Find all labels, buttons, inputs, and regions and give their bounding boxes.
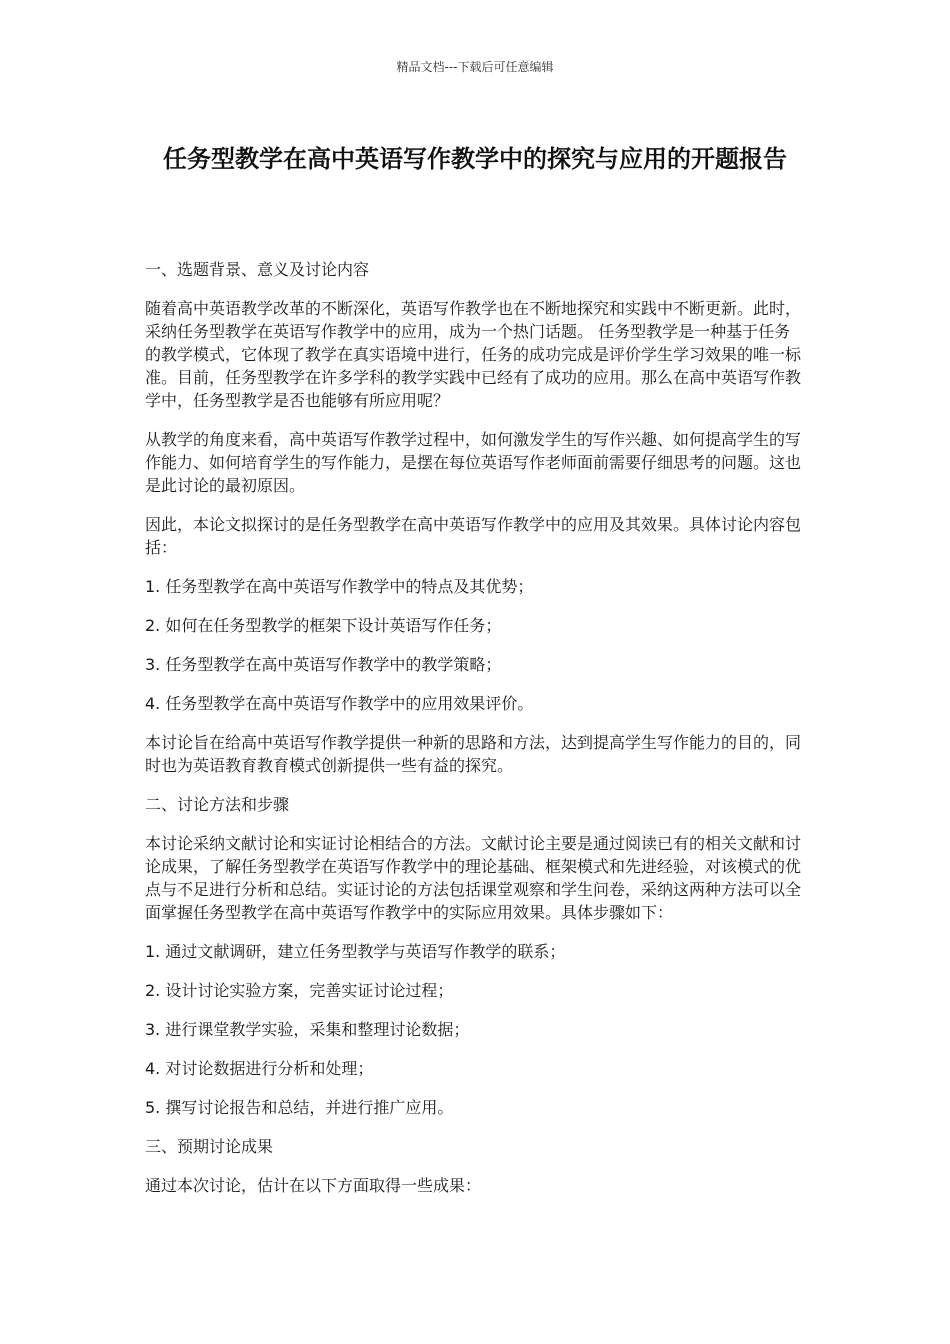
list-item: 1. 任务型教学在高中英语写作教学中的特点及其优势； (145, 577, 534, 596)
page-title: 任务型教学在高中英语写作教学中的探究与应用的开题报告 (163, 145, 787, 173)
section-3-heading: 三、预期讨论成果 (145, 1137, 274, 1156)
section-1-heading: 一、选题背景、意义及讨论内容 (145, 260, 370, 279)
section-3-paragraph-1: 通过本次讨论，估计在以下方面取得一些成果： (145, 1176, 482, 1195)
header-note: 精品文档---下载后可任意编辑 (396, 60, 554, 74)
list-item: 2. 设计讨论实验方案，完善实证讨论过程； (145, 981, 454, 1000)
section-1-paragraph-4: 本讨论旨在给高中英语写作教学提供一种新的思路和方法，达到提高学生写作能力的目的，同时也为英语教育教育模式创新提供一些有益的探究。 (145, 733, 802, 775)
section-1-paragraph-1: 随着高中英语教学改革的不断深化，英语写作教学也在不断地探究和实践中不断更新。此时，采纳任务型教学在英语写作教学中的应用，成为一个热门话题。 任务型教学是一种基于任务的教学模式，它体现了教学在真实语境中进行，任务的成功完成是评价学生学习效果的唯一标准。目前，任务型教学在许多学科的教学实践中已经有了成功的应用。那么在高中英语写作教学中，任务型教学是否也能够有所应用呢？ (145, 299, 802, 410)
section-1-paragraph-2: 从教学的角度来看，高中英语写作教学过程中，如何激发学生的写作兴趣、如何提高学生的写作能力、如何培育学生的写作能力，是摆在每位英语写作老师面前需要仔细思考的问题。这也是此讨论的最初原因。 (145, 430, 802, 495)
list-item: 2. 如何在任务型教学的框架下设计英语写作任务； (145, 616, 502, 635)
list-item: 4. 任务型教学在高中英语写作教学中的应用效果评价。 (145, 694, 534, 713)
list-item: 1. 通过文献调研，建立任务型教学与英语写作教学的联系； (145, 942, 566, 961)
section-2-paragraph-1: 本讨论采纳文献讨论和实证讨论相结合的方法。文献讨论主要是通过阅读已有的相关文献和讨论成果，了解任务型教学在英语写作教学中的理论基础、框架模式和先进经验，对该模式的优点与不足进行分析和总结。实证讨论的方法包括课堂观察和学生问卷，采纳这两种方法可以全面掌握任务型教学在高中英语写作教学中的实际应用效果。具体步骤如下： (145, 834, 802, 922)
list-item: 4. 对讨论数据进行分析和处理； (145, 1059, 374, 1078)
section-1-paragraph-3: 因此，本论文拟探讨的是任务型教学在高中英语写作教学中的应用及其效果。具体讨论内容包括： (145, 515, 802, 557)
section-2-heading: 二、讨论方法和步骤 (145, 795, 290, 814)
list-item: 3. 进行课堂教学实验，采集和整理讨论数据； (145, 1020, 470, 1039)
document-body (145, 258, 805, 1213)
list-item: 3. 任务型教学在高中英语写作教学中的教学策略； (145, 655, 502, 674)
list-item: 5. 撰写讨论报告和总结，并进行推广应用。 (145, 1098, 454, 1117)
